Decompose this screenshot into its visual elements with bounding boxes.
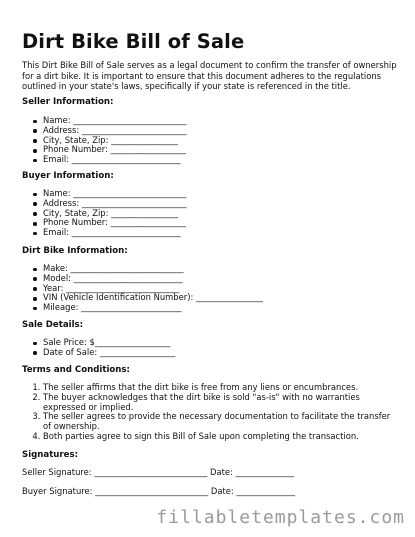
term-item: 4. Both parties agree to sign this Bill of Sale upon completing the transaction. <box>43 432 393 442</box>
buyer-name-field: Name: ___________________________ <box>43 188 187 198</box>
bike-fields <box>22 264 263 313</box>
seller-phone-field: Phone Number: __________________ <box>43 144 186 155</box>
seller-email-field: Email: __________________________ <box>43 155 187 165</box>
document-title: Dirt Bike Bill of Sale <box>22 30 245 53</box>
seller-fields <box>22 116 187 165</box>
sale-date-field: Date of Sale: __________________ <box>43 346 176 357</box>
bike-heading: Dirt Bike Information: <box>22 246 128 256</box>
signatures-heading: Signatures: <box>22 450 79 460</box>
buyer-city-field: City, State, Zip: ________________ <box>43 209 187 219</box>
buyer-signature-line: Buyer Signature: ___________________________ Date: ______________ <box>22 486 296 496</box>
seller-address-field: Address: _________________________ <box>43 124 187 135</box>
sale-heading: Sale Details: <box>22 320 84 330</box>
term-item: 1. The seller affirms that the dirt bike is free from any liens or encumbrances. <box>43 383 393 393</box>
bike-make-field: Make: ___________________________ <box>43 264 263 274</box>
seller-signature-line: Seller Signature: ___________________________ Date: ______________ <box>22 467 295 477</box>
sale-fields <box>22 338 175 358</box>
seller-heading: Seller Information: <box>22 97 114 107</box>
intro-paragraph: This Dirt Bike Bill of Sale serves as a legal document to confirm the transfer of ownership for a dirt bike. It is important to ensure that this document adheres to the regulations outlined in your state's laws, specifically if your state is referenced in the title. <box>22 60 397 91</box>
bike-year-field: Year: ___________________________ <box>43 284 263 294</box>
buyer-heading: Buyer Information: <box>22 171 114 181</box>
term-item: 3. The seller agrees to provide the necessary documentation to facilitate the transfer of ownership. <box>43 412 393 432</box>
buyer-address-field: Address: _________________________ <box>43 197 187 208</box>
seller-name-field: Name: ___________________________ <box>43 115 187 125</box>
sale-price-field: Sale Price: $__________________ <box>43 338 175 348</box>
buyer-email-field: Email: __________________________ <box>43 228 187 238</box>
seller-city-field: City, State, Zip: ________________ <box>43 136 187 146</box>
term-item: 2. The buyer acknowledges that the dirt bike is sold "as-is" with no warranties expressed or implied. <box>43 393 393 413</box>
bike-model-field: Model: __________________________ <box>43 274 263 284</box>
buyer-fields <box>22 189 187 238</box>
buyer-phone-field: Phone Number: __________________ <box>43 217 186 228</box>
watermark-text: fillabletemplates.com <box>156 507 405 528</box>
bike-vin-field: VIN (Vehicle Identification Number): ________________ <box>43 292 263 303</box>
terms-list <box>22 383 393 442</box>
terms-heading: Terms and Conditions: <box>22 365 130 375</box>
bike-mileage-field: Mileage: ________________________ <box>43 303 263 313</box>
